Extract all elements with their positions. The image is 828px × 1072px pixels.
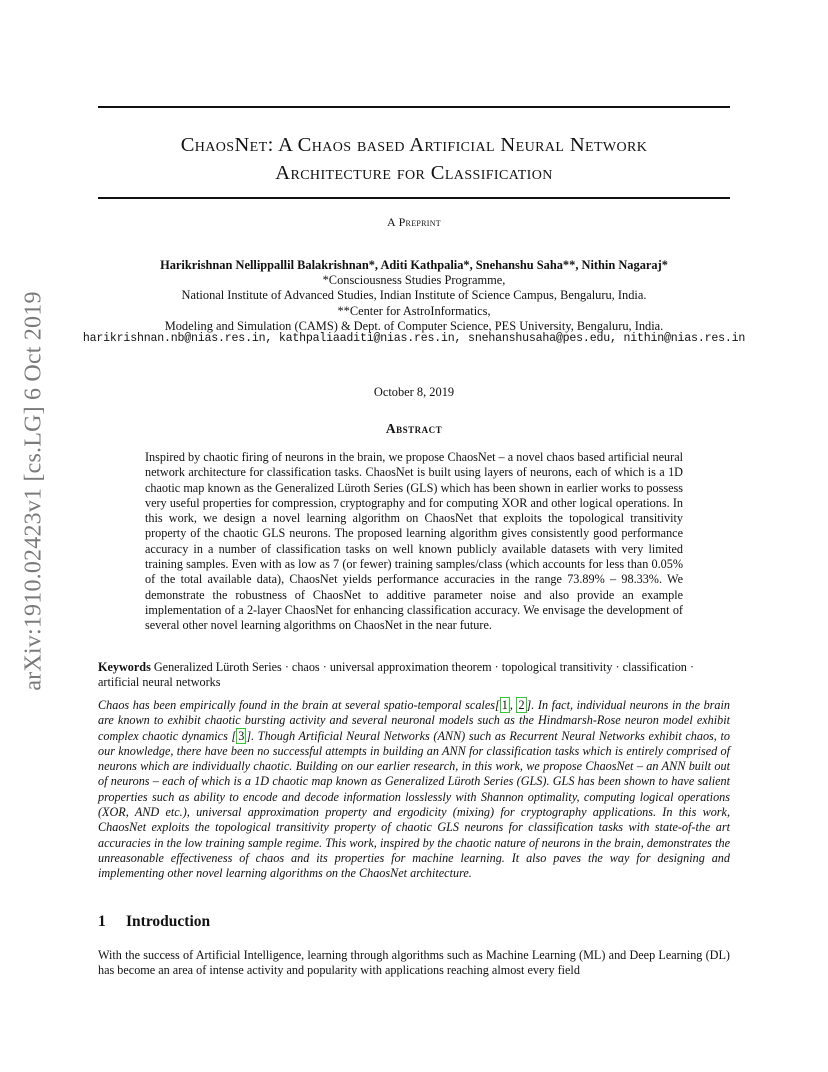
paper-date: October 8, 2019	[373, 385, 455, 399]
abstract-heading: Abstract	[385, 421, 443, 436]
affiliation-1-line-2: National Institute of Advanced Studies, Indian Institute of Science Campus, Bengaluru, India.	[181, 288, 647, 303]
preprint-label: A Preprint	[386, 215, 441, 229]
intro-summary-part-3: . Though Artificial Neural Networks (ANN) such as Recurrent Neural Networks exhibit chaos, to our knowledge, there have been no successful attempts in building an ANN for classification tasks which is entirely comprised of neurons which are individually chaotic. Building on our earlier research, in this work, we propose ChaosNet – an ANN built out of neurons – each of which is a 1D chaotic map known as Generalized Lüroth Series (GLS). GLS has been shown to have salient properties such as ability to encode and decode information losslessly with Shannon optimality, computing logical operations (XOR, AND etc.), universal approximation property and ergodicity (mixing) for cryptography applications. In this work, ChaosNet exploits the topological transitivity property of chaotic GLS neurons for classification tasks with state-of-the art accuracies in the low training sample regime. This work, inspired by the chaotic nature of neurons in the brain, demonstrates the unreasonable effectiveness of chaos and its properties for machine learning. It also paves the way for designing and implementing other novel learning algorithms on the ChaosNet architecture.	[98, 728, 730, 881]
keywords-label: Keywords	[98, 660, 151, 674]
citation-link-2[interactable]: 2	[518, 698, 525, 712]
section-title: Introduction	[126, 913, 211, 930]
title-line-1: ChaosNet: A Chaos based Artificial Neural Network	[180, 134, 648, 156]
arxiv-stamp-text: arXiv:1910.02423v1 [cs.LG] 6 Oct 2019	[20, 291, 47, 691]
author-emails-text: harikrishnan.nb@nias.res.in, kathpaliaaditi@nias.res.in, snehanshusaha@pes.edu, nithin@nias.res.in	[82, 332, 746, 345]
affiliation-2-line-2: Modeling and Simulation (CAMS) & Dept. of Computer Science, PES University, Bengaluru, India.	[164, 318, 664, 333]
author-emails	[82, 332, 746, 345]
section-number: 1	[98, 913, 106, 930]
keywords-text: Generalized Lüroth Series · chaos · universal approximation theorem · topological transitivity · classification · artificial neural networks	[98, 660, 695, 690]
abstract-text: Inspired by chaotic firing of neurons in the brain, we propose ChaosNet – a novel chaos based artificial neural network architecture for classification tasks. ChaosNet is built using layers of neurons, each of which is a 1D chaotic map known as the Generalized Lüroth Series (GLS) which has been shown in earlier works to possess very useful properties for compression, cryptography and for computing XOR and other logical operations. In this work, we design a novel learning algorithm on ChaosNet that exploits the topological transitivity property of the chaotic GLS neurons. The proposed learning algorithm gives consistently good performance accuracy in a number of classification tasks on well known publicly available datasets with very limited training samples. Even with as low as 7 (or fewer) training samples/class (which accounts for less than 0.05% of the total available data), ChaosNet yields performance accuracies in the range 73.89% – 98.33%. We demonstrate the robustness of ChaosNet to additive parameter noise and also provide an example implementation of a 2-layer ChaosNet for enhancing classification accuracy. We envisage the development of several other novel learning algorithms on ChaosNet in the near future.	[145, 450, 683, 633]
citation-link-3[interactable]: 3	[238, 728, 245, 743]
author-block	[98, 258, 730, 334]
affiliation-2-line-1: **Center for AstroInformatics,	[337, 303, 491, 318]
author-names: Harikrishnan Nellippallil Balakrishnan*, Aditi Kathpalia*, Snehanshu Saha**, Nithin Nagaraj*	[160, 258, 668, 272]
intro-summary-part-1: Chaos has been empirically found in the brain at several spatio-temporal scales	[98, 698, 495, 712]
title-bottom-rule	[98, 197, 730, 199]
affiliation-1-line-1: *Consciousness Studies Programme,	[322, 273, 506, 288]
keywords	[98, 660, 730, 691]
paper-title	[98, 131, 730, 187]
title-line-2: Architecture for Classification	[275, 162, 553, 184]
citation-link-1[interactable]: 1	[501, 698, 508, 712]
section-1-text: With the success of Artificial Intelligence, learning through algorithms such as Machine Learning (ML) and Deep Learning (DL) has become an area of intense activity and popularity with applications reaching almost every field	[98, 948, 730, 978]
section-1-heading	[98, 913, 730, 931]
intro-summary: Chaos has been empirically found in the brain at several spatio-temporal scales[ 1 , 2 ]. In fact, individual neurons in the brain are known to exhibit chaotic bursting activity and several neuronal models such as the Hindmarsh-Rose neuron model exhibit complex chaotic dynamics [ 3 ]. Though Artificial Neural Networks (ANN) such as Recurrent Neural Networks exhibit chaos, to our knowledge, there have been no successful attempts in building an ANN for classification tasks which is entirely comprised of neurons which are individually chaotic. Building on our earlier research, in this work, we propose ChaosNet – an ANN built out of neurons – each of which is a 1D chaotic map known as Generalized Lüroth Series (GLS). GLS has been shown to have salient properties such as ability to encode and decode information losslessly with Shannon optimality, computing logical operations (XOR, AND etc.), universal approximation property and ergodicity (mixing) for cryptography applications. In this work, ChaosNet exploits the topological transitivity property of chaotic GLS neurons for classification tasks with state-of-the art accuracies in the low training sample regime. This work, inspired by the chaotic nature of neurons in the brain, demonstrates the unreasonable effectiveness of chaos and its properties for machine learning. It also paves the way for designing and implementing other novel learning algorithms on the ChaosNet architecture.	[98, 698, 730, 881]
intro-summary-part-2: . In fact, individual neurons in the brain are known to exhibit chaotic bursting activity and several neuronal models such as the Hindmarsh-Rose neuron model exhibit complex chaotic dynamics	[98, 698, 730, 743]
arxiv-stamp	[14, 291, 54, 691]
title-top-rule	[98, 106, 730, 108]
